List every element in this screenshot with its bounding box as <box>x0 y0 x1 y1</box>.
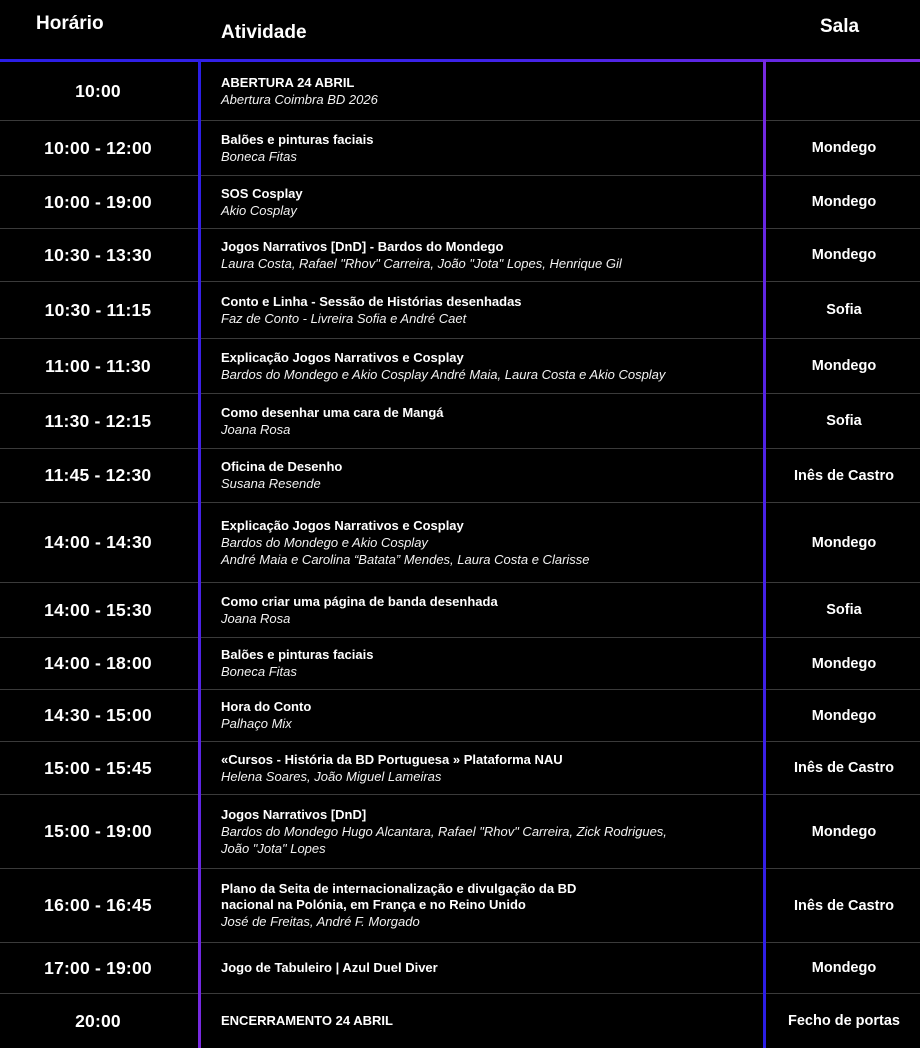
table-row <box>0 62 920 121</box>
row-time: 14:30 - 15:00 <box>44 705 152 725</box>
row-time: 10:00 - 19:00 <box>44 191 152 212</box>
row-activity <box>221 121 756 175</box>
table-row <box>0 690 920 742</box>
activity-title: Jogo de Tabuleiro | Azul Duel Diver <box>221 960 438 975</box>
activity-title: Explicação Jogos Narrativos e Cosplay <box>221 517 464 533</box>
activity-presenters: Bardos do Mondego e Akio Cosplay André Maia, Laura Costa e Akio Cosplay <box>221 366 666 382</box>
row-room: Mondego <box>811 247 877 263</box>
activity-title: Balões e pinturas faciais <box>221 647 374 662</box>
row-room: Mondego <box>811 358 877 374</box>
column-divider-left <box>198 60 201 1048</box>
activity-title: Oficina de Desenho <box>221 459 343 474</box>
row-time: 15:00 - 19:00 <box>44 821 152 841</box>
row-room: Fecho de portas <box>788 1013 900 1029</box>
table-row <box>0 176 920 229</box>
table-row <box>0 503 920 583</box>
row-time: 16:00 - 16:45 <box>44 895 152 915</box>
activity-title: Hora do Conto <box>221 699 312 714</box>
activity-presenters: José de Freitas, André F. Morgado <box>221 914 420 929</box>
row-time: 14:00 - 15:30 <box>44 599 152 620</box>
table-row <box>0 869 920 943</box>
row-activity <box>221 394 756 448</box>
row-room: Mondego <box>811 707 877 724</box>
row-activity <box>221 62 756 120</box>
row-activity <box>221 994 756 1048</box>
row-time: 17:00 - 19:00 <box>44 957 152 978</box>
activity-title: Explicação Jogos Narrativos e Cosplay <box>221 349 464 365</box>
table-row <box>0 282 920 339</box>
row-time: 10:00 - 12:00 <box>44 137 152 158</box>
header-time: Horário <box>36 13 104 34</box>
activity-presenters: Boneca Fitas <box>221 664 297 679</box>
row-time: 11:00 - 11:30 <box>45 355 151 376</box>
table-row <box>0 994 920 1048</box>
row-room: Mondego <box>811 960 877 976</box>
activity-title: Como criar uma página de banda desenhada <box>221 593 498 609</box>
table-row <box>0 583 920 638</box>
activity-presenters: Joana Rosa <box>221 610 291 626</box>
row-activity <box>221 638 756 689</box>
row-room: Mondego <box>811 823 877 840</box>
column-divider-right <box>763 60 766 1048</box>
activity-presenters: Boneca Fitas <box>221 148 297 164</box>
table-row <box>0 229 920 282</box>
row-activity <box>221 943 756 993</box>
row-room: Inês de Castro <box>794 897 894 914</box>
row-time: 20:00 <box>75 1010 121 1031</box>
activity-presenters: Laura Costa, Rafael "Rhov" Carreira, João "Jota" Lopes, Henrique Gil <box>221 255 622 271</box>
table-row <box>0 121 920 176</box>
row-time: 10:30 - 11:15 <box>44 299 152 320</box>
row-time: 11:30 - 12:15 <box>44 410 152 431</box>
row-activity <box>221 690 756 741</box>
activity-title: nacional na Polónia, em França e no Reino Unido <box>221 897 526 912</box>
activity-presenters: Susana Resende <box>221 476 321 491</box>
row-time: 14:00 - 18:00 <box>44 653 152 673</box>
activity-title: Como desenhar uma cara de Mangá <box>221 404 444 420</box>
row-room: Sofia <box>826 413 862 429</box>
table-row <box>0 795 920 869</box>
row-activity <box>221 869 756 942</box>
row-time: 15:00 - 15:45 <box>44 757 152 778</box>
activity-presenters: Akio Cosplay <box>221 202 297 218</box>
table-row <box>0 943 920 994</box>
header-room: Sala <box>820 16 860 37</box>
activity-presenters: João "Jota" Lopes <box>221 840 326 856</box>
row-activity <box>221 503 756 582</box>
activity-title: Plano da Seita de internacionalização e divulgação da BD <box>221 881 577 896</box>
row-activity <box>221 282 756 338</box>
activity-presenters: Faz de Conto - Livreira Sofia e André Caet <box>221 310 467 326</box>
row-time: 11:45 - 12:30 <box>44 465 152 485</box>
table-row <box>0 742 920 795</box>
activity-title: ENCERRAMENTO 24 ABRIL <box>221 1013 393 1028</box>
activity-presenters: Palhaço Mix <box>221 716 292 731</box>
row-time: 14:00 - 14:30 <box>44 532 152 552</box>
activity-presenters: Joana Rosa <box>221 421 291 437</box>
row-room: Sofia <box>826 302 862 318</box>
activity-title: Jogos Narrativos [DnD] - Bardos do Mondego <box>221 238 504 254</box>
activity-presenters: Bardos do Mondego e Akio Cosplay <box>221 534 428 550</box>
activity-title: «Cursos - História da BD Portuguesa » Plataforma NAU <box>221 751 563 767</box>
table-row <box>0 394 920 449</box>
row-activity <box>221 229 756 281</box>
activity-title: Jogos Narrativos [DnD] <box>221 806 367 822</box>
row-activity <box>221 583 756 637</box>
table-header <box>0 0 920 60</box>
activity-presenters: Abertura Coimbra BD 2026 <box>221 91 378 107</box>
activity-title: Conto e Linha - Sessão de Histórias desenhadas <box>221 293 522 309</box>
row-activity <box>221 742 756 794</box>
row-room: Inês de Castro <box>794 467 894 484</box>
row-activity <box>221 176 756 228</box>
table-row <box>0 449 920 503</box>
row-room: Mondego <box>811 140 877 156</box>
row-activity <box>221 795 756 868</box>
activity-presenters: Helena Soares, João Miguel Lameiras <box>221 768 442 784</box>
row-room: Mondego <box>811 194 877 210</box>
table-row <box>0 638 920 690</box>
row-time: 10:30 - 13:30 <box>44 244 152 265</box>
header-activity: Atividade <box>221 22 307 43</box>
activity-presenters: Bardos do Mondego Hugo Alcantara, Rafael "Rhov" Carreira, Zick Rodrigues, <box>221 823 667 839</box>
row-activity <box>221 339 756 393</box>
row-room: Inês de Castro <box>794 760 894 776</box>
row-room: Mondego <box>811 655 877 672</box>
row-time: 10:00 <box>75 80 121 101</box>
activity-title: SOS Cosplay <box>221 185 303 201</box>
row-room <box>768 62 920 120</box>
row-activity <box>221 449 756 502</box>
row-room: Sofia <box>826 602 862 618</box>
activity-title: Balões e pinturas faciais <box>221 131 374 147</box>
table-row <box>0 339 920 394</box>
row-room: Mondego <box>811 534 877 551</box>
activity-presenters: André Maia e Carolina “Batata” Mendes, Laura Costa e Clarisse <box>221 551 590 567</box>
activity-title: ABERTURA 24 ABRIL <box>221 74 355 90</box>
